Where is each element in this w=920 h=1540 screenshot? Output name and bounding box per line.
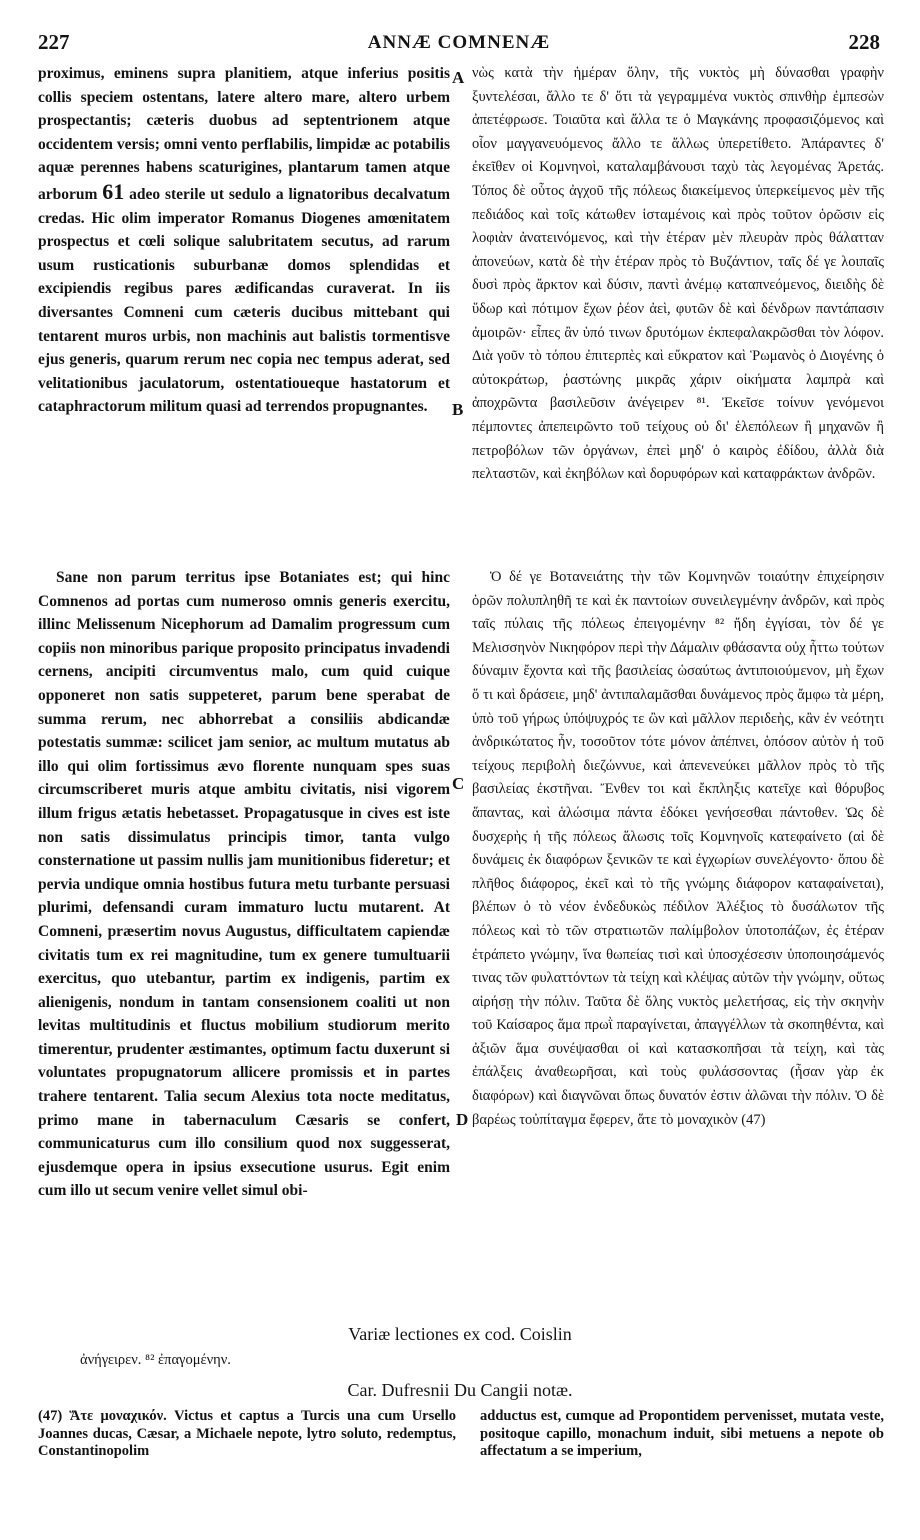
latin-paragraph-1 bbox=[38, 62, 450, 419]
variae-lectiones-text: ἀνήγειρεν. ⁸² ἐπαγομένην. bbox=[80, 1352, 231, 1368]
latin-text-part-2: adeo sterile ut sedulo a lignatoribus decalvatum credas. Hic olim imperator Romanus Diogenes amœnitatem prospectus et cœli solique salubritatem secutus, ad rarum usum rusticationis suburbanæ domos splendidas et excipiendis regibus pares ædificandas curaverat. In iis diversantes Comneni cum cæteris ducibus mittebant qui tentarent muros urbis, non machinis aut balistis tormentisve ejus generis, quarum rerum nec copia nec tempus aderat, sed velitationibus jaculatorum, ostentatioueque hastatorum et cataphractorum militum quasi ad terrendos propugnantes. bbox=[38, 185, 451, 416]
margin-marker-d: D bbox=[456, 1110, 469, 1129]
margin-marker-a: A bbox=[452, 68, 465, 87]
note-47-text: (47) Ἅτε μοναχικόν. Victus et captus a Turcis una cum Ursello Joannes ducas, Cæsar, a Michaele nepote, lytro soluto, redemptus, Constantinopolim bbox=[38, 1408, 456, 1459]
greek-column-main bbox=[472, 566, 884, 1132]
greek-paragraph-1: νὼς κατὰ τὴν ἡμέραν ὅλην, τῆς νυκτὸς μὴ δύνασθαι γραφὴν ξυντελέσαι, ἄλλο τε δ' ὅτι τὰ γεγραμμένα νυκτὸς σπινθὴρ ἐμπεσὼν ἀπετέφρωσε. Τοιαῦτα καὶ ἄλλα τε ὁ Μαγκάνης προφασιζόμενος καὶ οἷον μαγγανευόμενος ἄλλο τε ἄλλως ὑπερετίθετο. Ἀπάραντες δ' ἐκεῖθεν οἱ Κομνηνοὶ, καταλαμβάνουσι ταχὺ τὰς λεγομένας Ἀρετάς. Τόπος δὲ οὗτος ἀγχοῦ τῆς πόλεως διακείμενος ὑπερκείμενος μὲν τῆς πεδιάδος καὶ τοῖς κάτωθεν ἱσταμένοις καὶ πρὸς τοῦτον ὁρῶσιν εἰς λοφιὰν ἀνατεινόμενος, καὶ τὴν ἑτέραν μὲν πλευρὰν πρὸς θάλατταν ἀπονεύων, κατὰ δὲ τὴν ἑτέραν πρὸς τὸ Βυζάντιον, ταῖς δέ γε λοιπαῖς δυσὶ πρὸς ἄρκτον καὶ δύσιν, παντὶ ἀνέμῳ καταπνεόμενος, διειδὴς δὲ ὕδωρ καὶ πότιμον ἔχων ῥέον ἀεὶ, φυτῶν δὲ καὶ δένδρων παντάπασιν ἀμοιρῶν· εἶπες ἂν ὑπό τινων δρυτόμων ἐκπεφαλακρῶσθαι τὸν λόφον. Διὰ γοῦν τὸ τόπου ἐπιτερπὲς καὶ εὔκρατον καὶ Ῥωμανὸς ὁ Διογένης ὁ αὐτοκράτωρ, ῥαστώνης μικρᾶς χάριν οἰκήματα λαμπρὰ καὶ ἀποχρῶντα βασιλεῦσιν ἀνέγειρεν ⁸¹. Ἐκεῖσε τοίνυν γενόμενοι πέμποντες ἀπεπειρῶντο τοῦ τείχους οὐ δι' ἑλεπόλεων ἢ μηχανῶν ἢ πετροβόλων τῶν ὀργάνων, ἐπεὶ μηδ' ὁ καιρὸς ἐδίδου, ἀλλὰ διὰ πελταστῶν, καὶ ἐκηβόλων καὶ δορυφόρων καὶ καταφράκτων ἀνδρῶν. bbox=[472, 65, 884, 483]
note-right-column bbox=[480, 1408, 884, 1461]
note-47-continued: adductus est, cumque ad Propontidem pervenisset, mutata veste, positoque capillo, monachum induit, sibi metuens a nepote ob affectatum a se imperium, bbox=[480, 1408, 884, 1459]
note-left-column bbox=[38, 1408, 456, 1461]
latin-paragraph-2: Sane non parum territus ipse Botaniates est; qui hinc Comnenos ad portas cum numeroso omnis generis exercitu, illinc Melissenum Nicephorum ad Damalim progressum cum copiis non minoribus parique proposito principatus invadendi cernens, ancipiti circumventus malo, cum quid cuique opponeret non satis suppeteret, parum bene sperabat de summa rerum, nec abhorrebat a consiliis abdicandæ potestatis summæ: scilicet jam senior, ac multum mutatus ab illo qui olim fortissimus ævo florente nunquam spes suas circumscriberet muris atque ambitu civitatis, nisi vigorem illum frigus ætatis hebetasset. Propagatusque in cives est iste non satis dissimulatus principis timor, tanta vulgo consternatione ut passim nullis jam munitionibus fideretur; et pervia undique omnia hostibus futura metu turbante persuasi plurimi, defensandi curam immaturo luctu mutarent. At Comneni, præsertim novus Augustus, difficultatem capiendæ civitatis tum ex rei magnitudine, tum ex genere tumultuarii exercitus, quo utebantur, partim ex indigenis, partim ex alienigenis, nondum in tantam consensionem coaliti ut non levitas multitudinis et fluctus mobilium studiorum merito timerentur, prudenter æstimantes, optimum factu duxerunt si voluntates propugnatorum allicere promissis et in partes trahere tentarent. Talia secum Alexius tota nocte meditatus, primo mane in tabernaculum Cæsaris se confert, communicaturus cum illo consilium quod nox suggesserat, ejusdemque opera in ipsius exsecutione usurus. Egit enim cum illo ut secum venire vellet simul obi- bbox=[38, 569, 450, 1200]
notae-title: Car. Dufresnii Du Cangii notæ. bbox=[347, 1380, 573, 1400]
variae-lectiones-title: Variæ lectiones ex cod. Coislin bbox=[348, 1324, 572, 1344]
greek-column-top bbox=[472, 62, 884, 487]
running-header bbox=[38, 30, 880, 58]
margin-marker-b: B bbox=[452, 400, 464, 419]
latin-column-main bbox=[38, 566, 450, 1203]
latin-text-part-1: proximus, eminens supra planitiem, atque inferius positis collis speciem ostentans, latere altero mare, altero urbem prospectantis; cæteris duobus ad septentrionem atque occidentem versis; omni vento perflabilis, limpidæ ac potabilis aquæ perennes habens scaturigines, plantarum tamen atque arborum bbox=[38, 65, 450, 203]
page-number-left: 227 bbox=[38, 30, 70, 54]
running-title: ANNÆ COMNENÆ bbox=[367, 32, 551, 53]
page-number-right: 228 bbox=[848, 30, 880, 54]
margin-marker-c: C bbox=[452, 774, 465, 793]
column-number: 61 bbox=[102, 178, 125, 204]
greek-paragraph-2: Ὁ δέ γε Βοτανειάτης τὴν τῶν Κομνηνῶν τοιαύτην ἐπιχείρησιν ὁρῶν πολυπληθῆ τε καὶ ἐκ παντοίων συνειλεγμένην ἀνδρῶν, καὶ πρὸς ταῖς πύλαις τῆς πόλεως ἐπειγομένην ⁸² ἤδη ἐγγίσαι, τὸν δέ γε Μελισσηνὸν Νικηφόρον περὶ τὴν Δάμαλιν φθάσαντα οὐχ ἧττω τούτων δύναμιν ἔχοντα καὶ τῆς βασιλείας ὡσαύτως ἀντιποιούμενον, μὴ ἔχων ὅ τι καὶ δράσειε, μηδ' ἀντιπαλαμᾶσθαι δυνάμενος πρὸς ἄμφω τὰ μέρη, ὑπὸ τοῦ γήρως ὑπόψυχρός τε ὢν καὶ μᾶλλον περιδεὴς, κἂν ἐν νεότητι ἀνδρικώτατος ἦν, τοσοῦτον τότε μόνον ἀπέπνει, ὁπόσον αὐτὸν ἡ τοῦ τείχους περιβολὴ διεζώννυε, καὶ ἀπενενεύκει μᾶλλον πρὸς τὸ τῆς βασιλείας ἐκστῆναι. Ἔνθεν τοι καὶ ἔκπληξις κατεῖχε καὶ θόρυβος ἅπαντας, καὶ ἁλώσιμα πάντα ἐδόκει γενήσεσθαι πάντοθεν. Ὡς δὲ δυσχερὴς ἡ τῆς πόλεως ἅλωσις τοῖς Κομνηνοῖς κατεφαίνετο (αἱ δὲ δυνάμεις ἐκ διαφόρων ξενικῶν τε καὶ ἐγχωρίων συνελέγοντο· ὅπου δὲ πλῆθος διάφορος, ἐκεῖ καὶ τὸ τῆς γνώμης διάφορον καταφαίνεται), βλέπων ὁ τὸ νέον ἐνδεδυκὼς πέδιλον Ἀλέξιος τὸ δυσάλωτον τῆς πόλεως καὶ τὸ τῶν στρατιωτῶν παλίμβολον ὑποτοπάζων, ἐς ἑτέραν ἐτράπετο γνώμην, ἵνα θωπείας τισὶ καὶ ὑποσχέσεσιν ὑποποιησάμενός τινας τῶν φυλαττόντων τὰ τείχη καὶ κλέψας αὐτῶν τὴν γνώμην, οὕτως αἱρήσῃ τὴν πόλιν. Ταῦτα δὲ ὅλης νυκτὸς μελετήσας, εἰς τὴν σκηνὴν τοῦ Καίσαρος ἅμα πρωῒ παραγίνεται, ἀπαγγέλλων τὰ σκοπηθέντα, καὶ ἀξιῶν ἅμα συνέψασθαι οἱ καὶ κατασκοπῆσαι τὰ τείχη, καὶ τὰς ἐπάλξεις ἀναθεωρῆσαι, καὶ τοὺς φυλάσσοντας (ἦσαν γὰρ ἐκ διαφόρων) καὶ διαγνῶναι ὅπως δυνατόν ἐστιν ἁλῶναι τὴν πόλιν. Ὁ δὲ βαρέως τοὐπίταγμα ἔφερεν, ἅτε τὸ μοναχικὸν (47) bbox=[472, 569, 884, 1128]
latin-column-top bbox=[38, 62, 450, 419]
